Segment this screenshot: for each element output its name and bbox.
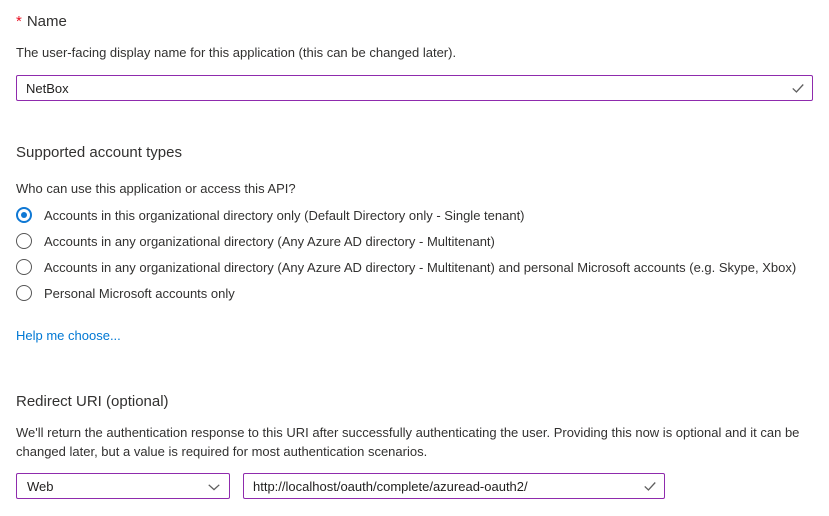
name-section-title — [16, 12, 813, 31]
radio-option-multitenant[interactable] — [16, 228, 813, 254]
radio-option-label: Accounts in any organizational directory (Any Azure AD directory - Multitenant) and personal Microsoft accounts (e.g. Skype, Xbox) — [44, 259, 797, 275]
account-types-radio-group — [16, 202, 813, 306]
chevron-down-icon — [207, 480, 221, 494]
radio-option-multitenant-personal[interactable] — [16, 254, 813, 280]
redirect-uri-field-wrap — [243, 473, 665, 499]
account-types-title: Supported account types — [16, 144, 182, 161]
name-input[interactable] — [16, 75, 813, 101]
redirect-uri-description — [16, 423, 813, 461]
radio-option-personal-only[interactable] — [16, 280, 813, 306]
redirect-uri-section — [16, 392, 813, 499]
radio-option-single-tenant[interactable] — [16, 202, 813, 228]
redirect-uri-controls — [16, 473, 813, 499]
platform-select-value: Web — [27, 478, 54, 494]
radio-option-label: Personal Microsoft accounts only — [44, 285, 235, 301]
name-section — [16, 12, 813, 101]
redirect-uri-description-line2: changed later, but a value is required for most authentication scenarios. — [16, 444, 428, 459]
required-asterisk: * — [16, 13, 22, 30]
radio-unselected-icon[interactable] — [16, 285, 32, 301]
name-description: The user-facing display name for this application (this can be changed later). — [16, 45, 457, 60]
redirect-uri-input[interactable] — [243, 473, 665, 499]
radio-option-label: Accounts in any organizational directory (Any Azure AD directory - Multitenant) — [44, 233, 495, 249]
name-field-wrap — [16, 75, 813, 101]
redirect-uri-description-line1: We'll return the authentication response to this URI after successfully authenticating the user. Providing this now is optional and it can be — [16, 425, 800, 440]
radio-unselected-icon[interactable] — [16, 233, 32, 249]
platform-select[interactable] — [16, 473, 230, 499]
name-section-title-text: Name — [26, 13, 67, 30]
redirect-uri-title: Redirect URI (optional) — [16, 393, 169, 410]
radio-selected-icon[interactable] — [16, 207, 32, 223]
help-me-choose-link[interactable]: Help me choose... — [16, 328, 121, 343]
account-types-question: Who can use this application or access this API? — [16, 181, 296, 196]
account-types-section — [16, 143, 813, 345]
radio-unselected-icon[interactable] — [16, 259, 32, 275]
radio-option-label: Accounts in this organizational directory only (Default Directory only - Single tenant) — [44, 207, 525, 223]
